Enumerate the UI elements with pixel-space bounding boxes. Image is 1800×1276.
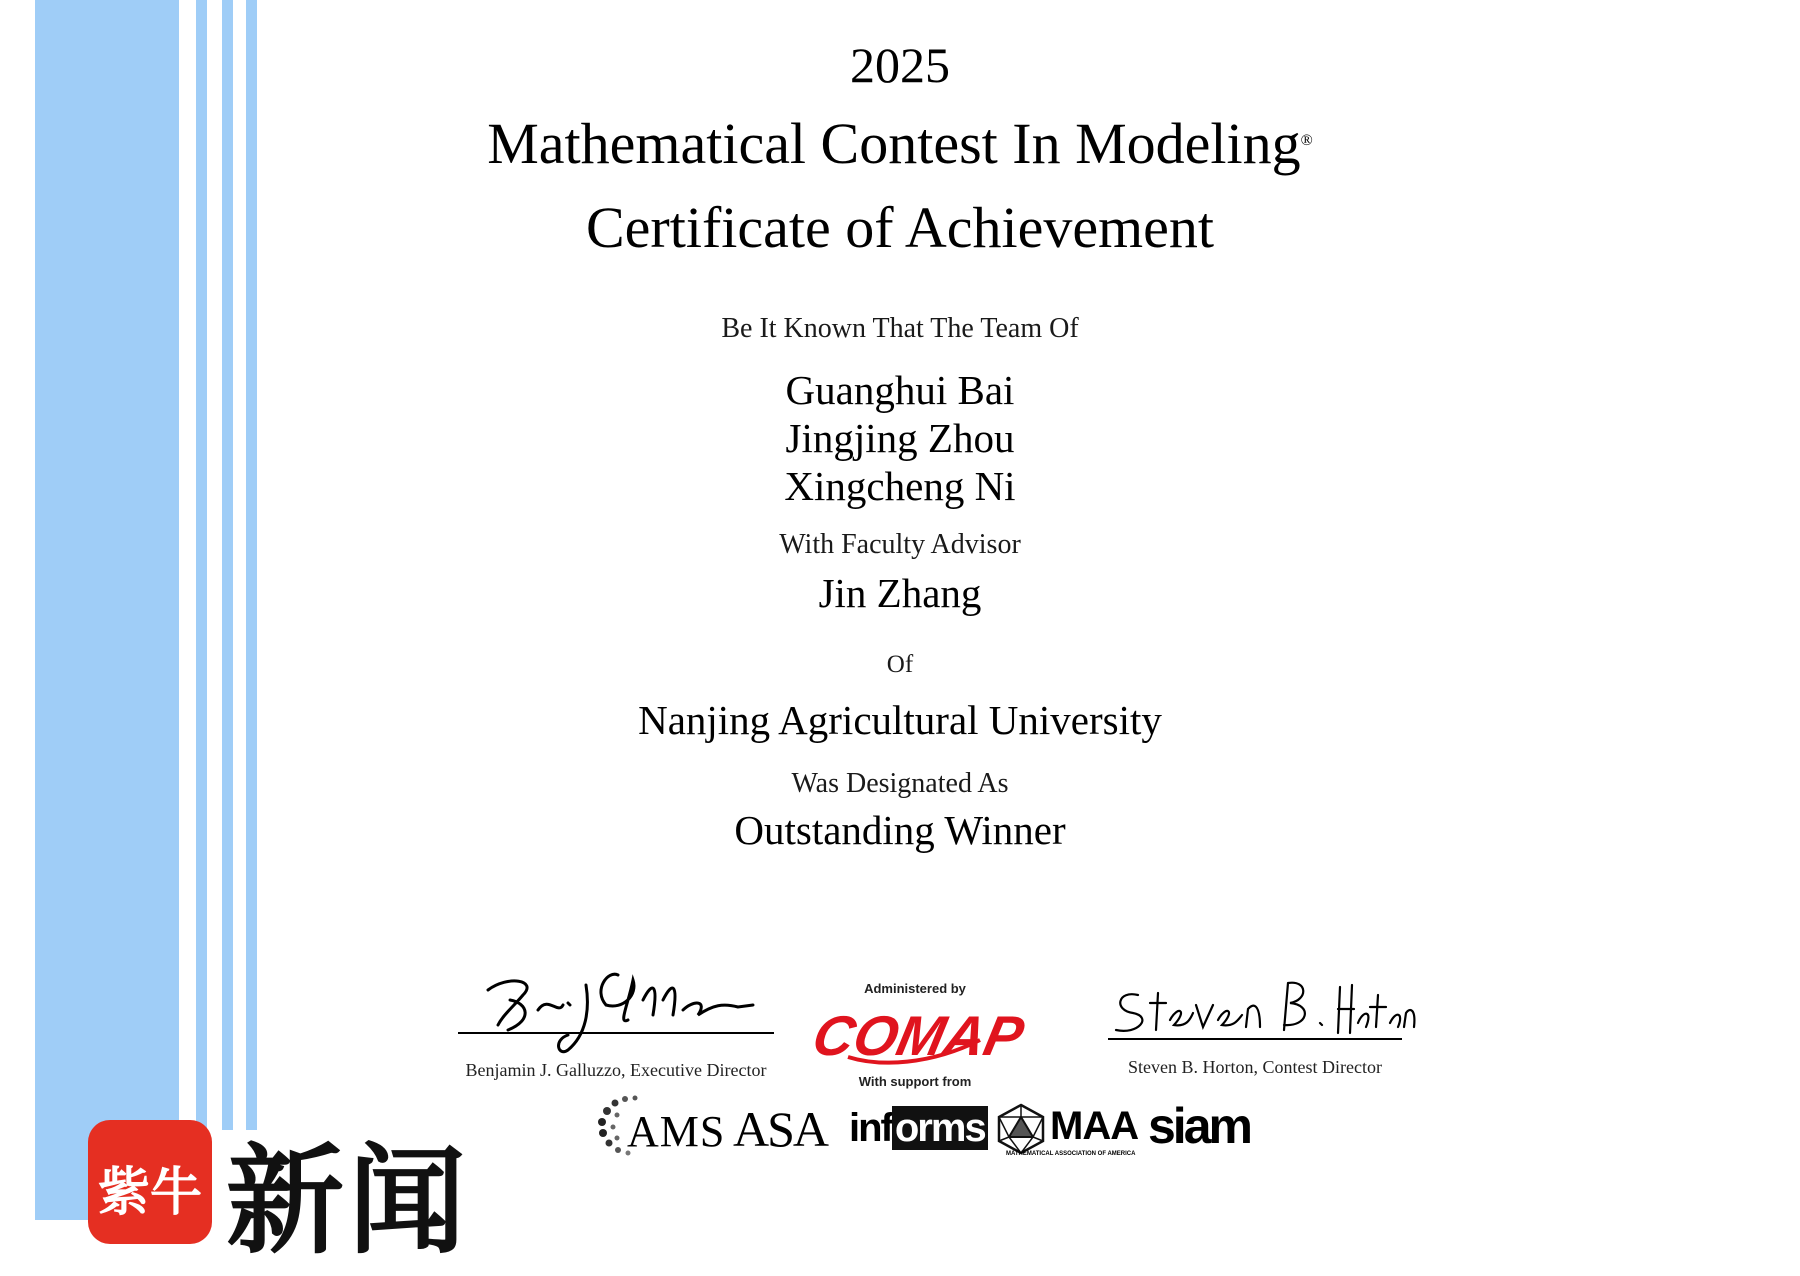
certificate-year: 2025 (850, 37, 950, 93)
maa-icosahedron-icon (995, 1103, 1047, 1155)
intro-text: Be It Known That The Team Of (721, 313, 1079, 344)
executive-director-signature (468, 965, 768, 1055)
watermark-badge (88, 1120, 212, 1244)
certificate-subtitle: Certificate of Achievement (585, 195, 1215, 260)
advisor-name: Jin Zhang (818, 570, 982, 616)
watermark-badge-text: 紫牛 (97, 1163, 202, 1223)
maa-logo: MAA (1050, 1104, 1139, 1148)
advisor-label: With Faculty Advisor (779, 529, 1021, 560)
comap-logo-text: COMAP (807, 1004, 1030, 1067)
certificate-title (0, 110, 1800, 177)
support-label: With support from (858, 1074, 972, 1089)
comap-logo (807, 995, 1030, 1075)
siam-logo: siam (1148, 1098, 1250, 1154)
team-member-3: Xingcheng Ni (784, 463, 1016, 509)
watermark-text: 新闻 (226, 1132, 471, 1270)
administered-by-label: Administered by (864, 981, 966, 996)
ams-logo: AMS (627, 1107, 726, 1156)
registered-mark: ® (1300, 132, 1313, 149)
informs-logo-part-2: orms (892, 1106, 988, 1150)
team-member-2: Jingjing Zhou (785, 415, 1015, 461)
designation-label: Was Designated As (791, 768, 1009, 799)
executive-signature-line (458, 1032, 774, 1034)
maa-subtitle: MATHEMATICAL ASSOCIATION OF AMERICA (1006, 1151, 1136, 1157)
asa-logo: ASA (733, 1101, 828, 1157)
informs-logo (849, 1106, 988, 1151)
contest-director-caption: Steven B. Horton, Contest Director (1128, 1057, 1382, 1077)
contest-director-signature (1108, 975, 1408, 1045)
of-label: Of (886, 651, 914, 678)
informs-logo-part-1: inf (849, 1106, 892, 1150)
designation: Outstanding Winner (734, 807, 1066, 853)
team-member-1: Guanghui Bai (785, 367, 1015, 413)
executive-director-caption: Benjamin J. Galluzzo, Executive Director (465, 1060, 767, 1080)
title-text: Mathematical Contest In Modeling (487, 111, 1301, 176)
director-signature-line (1108, 1038, 1402, 1040)
institution-name: Nanjing Agricultural University (638, 697, 1162, 743)
